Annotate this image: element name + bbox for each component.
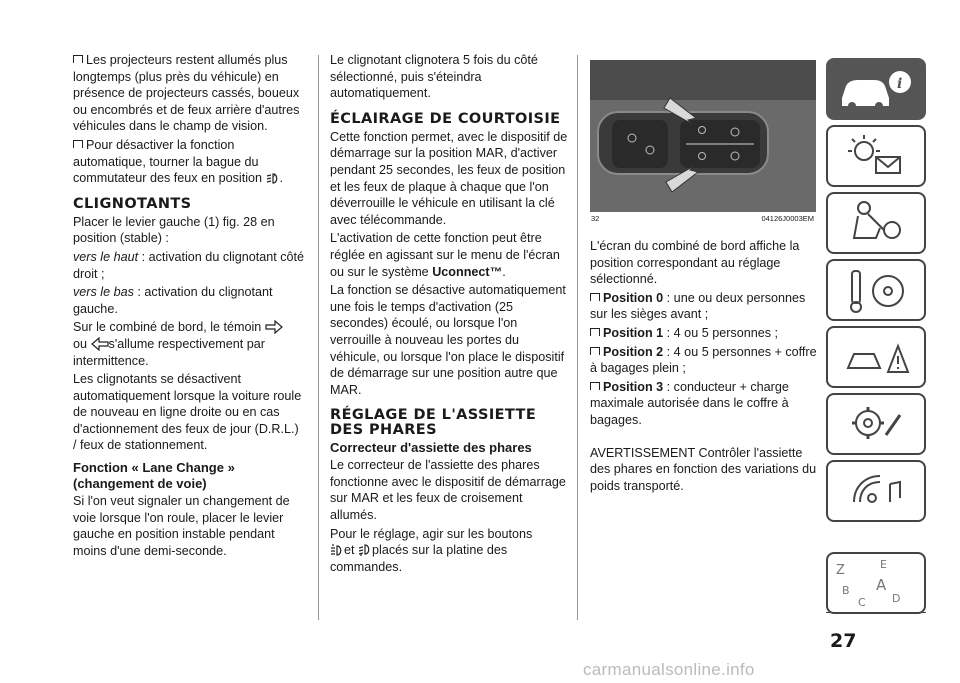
- turn-left-arrow-icon: [91, 337, 109, 351]
- bullet-square-icon: [590, 347, 600, 355]
- bullet-square-icon: [590, 382, 600, 390]
- paragraph: Placer le levier gauche (1) fig. 28 en position (stable) :: [73, 214, 275, 246]
- figure-32-photo: [590, 60, 816, 212]
- paragraph: Si l'on veut signaler un changement de voie lorsque l'on roule, placer le levier gauche en position instable pendant moins d'une demi-seconde.: [73, 494, 290, 558]
- sidebar-tab-safety[interactable]: [826, 192, 926, 254]
- section-heading-clignotants: CLIGNOTANTS: [73, 195, 192, 212]
- key-steering-icon: [828, 261, 924, 319]
- paragraph: Les projecteurs restent allumés plus longtemps (plus près du véhicule) en présence de projecteurs cassés, boueux ou encombrés et de feux arrière d'autres véhicules dans le champ de vision.: [73, 53, 300, 134]
- column-divider: [577, 55, 578, 620]
- turn-right-arrow-icon: [265, 320, 283, 334]
- bullet-square-icon: [73, 140, 83, 148]
- paragraph: Pour le réglage, agir sur les boutons et placés sur la platine des commandes.: [330, 526, 533, 574]
- list-item: Position 2 : 4 ou 5 personnes + coffre à bagages plein ;: [590, 344, 817, 376]
- paragraph: Les clignotants se désactivent automatiquement lorsque la voiture roule de nouveau en ligne droite ou en cas d'actionnement des feux de jour (D.R.L.) / feux de stationnement.: [73, 372, 302, 453]
- sidebar-tab-multimedia[interactable]: [826, 460, 926, 522]
- paragraph: Sur le combiné de bord, le témoin ou s'allume respectivement par intermittence.: [73, 319, 305, 369]
- warning-paragraph: AVERTISSEMENT Contrôler l'assiette des phares en fonction des variations du poids transporté.: [590, 445, 817, 493]
- paragraph: vers le haut : activation du clignotant côté droit ;: [73, 249, 305, 281]
- paragraph: L'écran du combiné de bord affiche la position correspondant au réglage sélectionné.: [590, 239, 800, 287]
- car-info-icon: [828, 60, 924, 118]
- figure-number: 32: [591, 214, 600, 223]
- media-satellite-icon: [828, 462, 924, 520]
- paragraph: Le correcteur de l'assiette des phares fonctionne avec le dispositif de démarrage sur MAR et les feux de croisement allumés.: [330, 458, 566, 523]
- section-heading-eclairage: ÉCLAIRAGE DE COURTOISIE: [330, 110, 561, 127]
- paragraph: Le clignotant clignotera 5 fois du côté sélectionné, puis s'éteindra automatiquement.: [330, 53, 538, 101]
- svg-text:D: D: [892, 592, 901, 605]
- headlight-up-icon: [330, 543, 344, 557]
- column-divider: [318, 55, 319, 620]
- paragraph: Pour désactiver la fonction automatique, tourner la bague du commutateur des feux en position A .: [73, 137, 284, 186]
- service-gear-icon: [828, 395, 924, 453]
- footer-watermark[interactable]: carmanualsonline.info: [583, 660, 755, 679]
- column-1: [73, 52, 305, 561]
- list-item: Position 1 : 4 ou 5 personnes ;: [590, 325, 820, 342]
- sidebar-tab-starting-driving[interactable]: [826, 259, 926, 321]
- sidebar-tab-warning-lights[interactable]: [826, 125, 926, 187]
- svg-text:C: C: [858, 596, 866, 609]
- list-item: Position 3 : conducteur + charge maximale autorisée dans le coffre à bagages.: [590, 379, 789, 427]
- section-heading-reglage: RÉGLAGE DE L'ASSIETTE DES PHARES: [330, 407, 537, 439]
- paragraph: Cette fonction permet, avec le dispositif de démarrage sur la position MAR, d'activer pendant 25 secondes, les feux de position et les feux de plaque à chaque que l'on déverrouille le véhicule en utilisant la clé avec télécommande.: [330, 129, 568, 227]
- figure-code: 04126J0003EM: [761, 214, 814, 223]
- sidebar-bottom-rule: [826, 612, 926, 613]
- bullet-square-icon: [590, 293, 600, 301]
- sidebar-tab-index[interactable]: [826, 552, 926, 614]
- accident-icon: [828, 328, 924, 386]
- auto-headlight-icon: [266, 172, 280, 185]
- svg-text:i: i: [897, 76, 903, 92]
- subheading-lane-change: Fonction « Lane Change » (changement de voie): [73, 460, 235, 492]
- column-3: [590, 238, 820, 496]
- page-number: 27: [830, 630, 857, 652]
- svg-text:A: A: [876, 576, 887, 594]
- sidebar-tab-maintenance[interactable]: [826, 393, 926, 455]
- paragraph: vers le bas : activation du clignotant gauche.: [73, 285, 273, 316]
- control-panel-illustration: [590, 60, 816, 212]
- airbag-seat-icon: [828, 194, 924, 252]
- list-item: Position 0 : une ou deux personnes sur les sièges avant ;: [590, 290, 806, 322]
- alphabet-index-icon: [828, 554, 924, 612]
- headlight-down-icon: [358, 543, 372, 557]
- svg-text:A: A: [273, 173, 276, 179]
- svg-text:E: E: [880, 558, 887, 571]
- paragraph: L'activation de cette fonction peut être réglée en agissant sur le menu de l'écran ou sur le système Uconnect™.: [330, 231, 560, 279]
- svg-text:B: B: [842, 584, 850, 597]
- paragraph: La fonction se désactive automatiquement une fois le temps d'activation (25 secondes) écoulé, ou lorsque l'on verrouille à nouveau les portes du véhicule, ou lorsque l'on place le dispositif de démarrage sur une position autre que MAR.: [330, 283, 566, 397]
- svg-text:Z: Z: [836, 563, 845, 578]
- subheading-correcteur: Correcteur d'assiette des phares: [330, 440, 532, 456]
- bullet-square-icon: [590, 328, 600, 336]
- warning-lights-icon: [828, 127, 924, 185]
- column-2: [330, 52, 568, 577]
- sidebar-tab-emergency[interactable]: [826, 326, 926, 388]
- bullet-square-icon: [73, 55, 83, 63]
- sidebar-tab-car-info[interactable]: [826, 58, 926, 120]
